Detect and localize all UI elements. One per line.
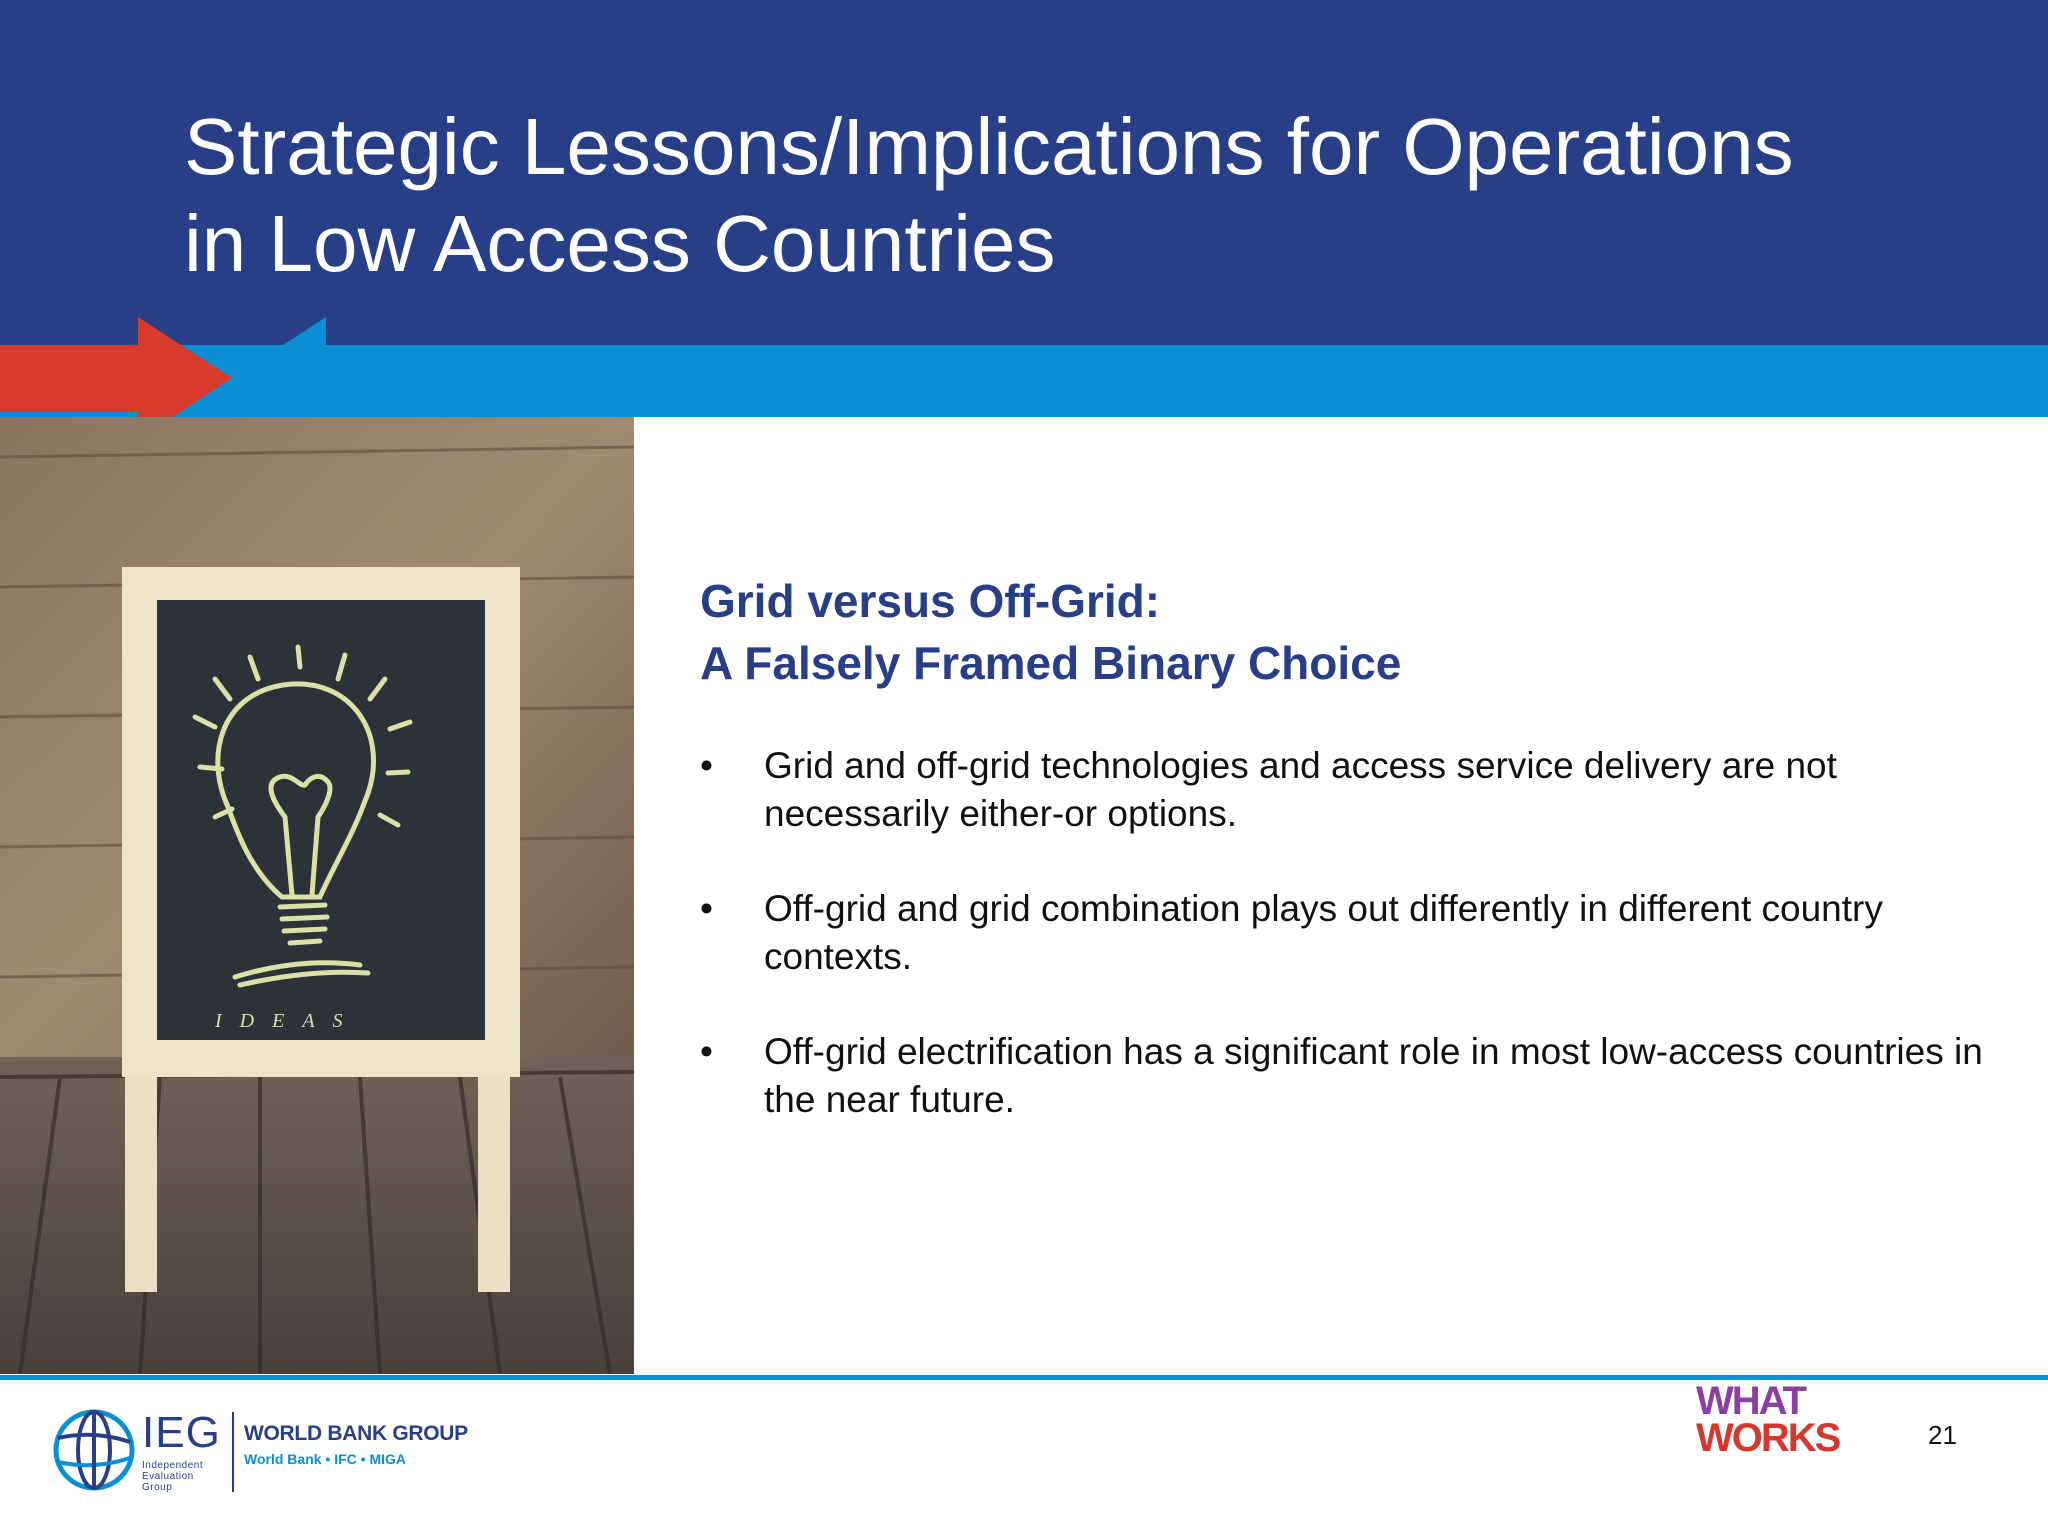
easel-leg-right xyxy=(478,1067,510,1292)
world-bank-group-subtitle: World Bank • IFC • MIGA xyxy=(244,1451,406,1467)
content-heading-line-2: A Falsely Framed Binary Choice xyxy=(700,637,1402,689)
bullet-dot-icon: • xyxy=(700,745,713,786)
chalk-ideas-text: IDEAS xyxy=(215,1010,361,1032)
world-bank-group-name: WORLD BANK GROUP xyxy=(244,1422,468,1445)
slide-title-line-2: in Low Access Countries xyxy=(184,199,1056,288)
slide-header xyxy=(0,0,2048,345)
chalkboard-photo xyxy=(0,417,634,1374)
svg-text:WORKS: WORKS xyxy=(1696,1416,1840,1455)
bullet-item xyxy=(700,885,2000,981)
bullet-text: Off-grid electrification has a significant role in most low-access countries in the near future. xyxy=(764,1031,1983,1120)
what-works-logo xyxy=(1696,1380,1858,1455)
ieg-full-name: Independent Evaluation Group xyxy=(142,1460,204,1493)
easel-leg-left xyxy=(125,1067,157,1292)
logo-divider xyxy=(232,1412,234,1492)
ieg-logo-text: IEG xyxy=(142,1408,221,1457)
bullet-dot-icon: • xyxy=(700,888,713,929)
bullet-list xyxy=(700,742,2000,1124)
slide-title-line-1: Strategic Lessons/Implications for Operations xyxy=(184,102,1794,191)
slide-footer xyxy=(0,1380,2048,1536)
bullet-text: Off-grid and grid combination plays out differently in different country contexts. xyxy=(764,888,1883,977)
world-bank-globe-icon xyxy=(52,1408,136,1492)
page-number: 21 xyxy=(1928,1420,1957,1450)
slide-title xyxy=(184,98,1984,292)
svg-text:WHAT: WHAT xyxy=(1696,1380,1805,1423)
wood-floor xyxy=(0,1057,634,1374)
bullet-item xyxy=(700,1028,2000,1124)
content-heading xyxy=(700,570,2000,694)
bullet-item xyxy=(700,742,2000,838)
bullet-dot-icon: • xyxy=(700,1031,713,1072)
slide-content xyxy=(700,570,2000,1171)
content-heading-line-1: Grid versus Off-Grid: xyxy=(700,575,1161,627)
bullet-text: Grid and off-grid technologies and access service delivery are not necessarily either-or options. xyxy=(764,745,1837,834)
